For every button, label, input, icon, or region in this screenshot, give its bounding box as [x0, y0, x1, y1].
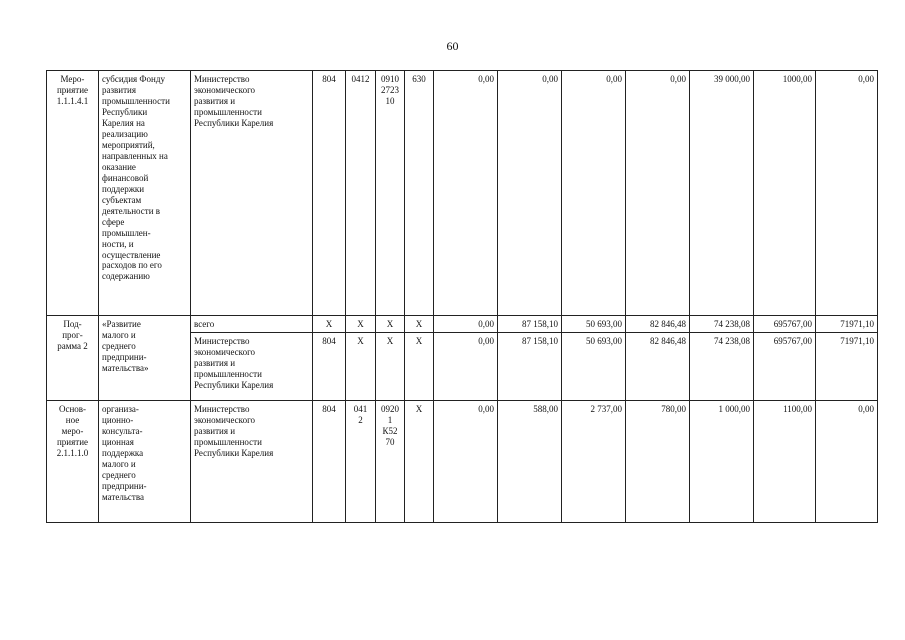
rzpr-cell [346, 401, 376, 523]
cell-text-line: осуществление [102, 249, 161, 260]
cell-text-line: среднего [102, 340, 136, 351]
cell-text-line: 041 [353, 404, 368, 414]
cell-text-line: 0910 [381, 74, 399, 84]
name-cell [99, 401, 191, 523]
cell-text-line: содержанию [102, 271, 150, 282]
cell-text-line: Меро- [60, 74, 85, 84]
cell-text-line: ционная [102, 436, 134, 447]
value-cell: 1000,00 [754, 71, 816, 316]
cell-text-line: 1.1.1.4.1 [56, 95, 89, 106]
value-cell: 1100,00 [754, 401, 816, 523]
executor-cell [191, 71, 313, 316]
cell-text-line: Министерство [194, 336, 250, 346]
cell-text-line: экономического [194, 84, 256, 95]
cell-text-line: Республики Карелия [194, 447, 274, 458]
status-cell [47, 316, 99, 401]
cell-text-line: оказание [102, 161, 136, 172]
cell-text-line: «Развитие [102, 319, 141, 329]
value-cell: 0,00 [562, 71, 626, 316]
csr-cell: X [376, 333, 405, 401]
value-cell: 0,00 [434, 333, 498, 401]
value-cell: 82 846,48 [626, 316, 690, 333]
cell-text-line: расходов по его [102, 260, 162, 271]
budget-table [46, 70, 878, 523]
rzpr-cell [346, 71, 376, 316]
cell-text-line: ционно- [102, 414, 134, 425]
cell-text-line: Республики Карелия [194, 379, 274, 390]
cell-text-line: мательства» [102, 362, 149, 373]
vr-cell: X [405, 333, 434, 401]
cell-text-line: среднего [102, 469, 136, 480]
value-cell: 87 158,10 [498, 333, 562, 401]
vr-cell: X [405, 401, 434, 523]
cell-text-line: экономического [194, 346, 256, 357]
cell-text-line: приятие [56, 84, 89, 95]
cell-text-line: 70 [385, 436, 395, 447]
cell-text-line: Основ- [58, 404, 87, 414]
page-number: 60 [446, 39, 459, 53]
table-row [47, 316, 878, 333]
cell-text-line: 2 [358, 414, 363, 425]
value-cell: 780,00 [626, 401, 690, 523]
cell-text-line: мательства [102, 491, 144, 502]
value-cell: 50 693,00 [562, 333, 626, 401]
cell-text-line: Министерство [194, 74, 250, 84]
cell-text-line: промышленности [194, 368, 262, 379]
cell-text-line: Республики [102, 106, 148, 117]
cell-text-line: ности, и [102, 238, 134, 249]
grbs-cell: 804 [313, 333, 346, 401]
cell-text-line: Карелия на [102, 117, 145, 128]
cell-text-line: субсидия Фонду [102, 74, 165, 84]
cell-text-line: малого и [102, 329, 136, 340]
value-cell: 2 737,00 [562, 401, 626, 523]
executor-cell: всего [191, 316, 313, 333]
cell-text-line: экономического [194, 414, 256, 425]
cell-text-line: промышленности [194, 106, 262, 117]
cell-text-line: реализацию [102, 128, 148, 139]
cell-text-line: предприни- [102, 351, 147, 362]
value-cell: 74 238,08 [690, 333, 754, 401]
cell-text-line: К52 [382, 425, 398, 436]
cell-text-line: направленных на [102, 150, 168, 161]
value-cell: 50 693,00 [562, 316, 626, 333]
value-cell: 39 000,00 [690, 71, 754, 316]
value-cell: 0,00 [434, 401, 498, 523]
cell-text-line: рамма 2 [57, 340, 88, 351]
rzpr-cell: X [346, 333, 376, 401]
value-cell: 695767,00 [754, 316, 816, 333]
value-cell: 71971,10 [816, 333, 878, 401]
cell-text-line: поддержки [102, 183, 145, 194]
grbs-cell: 804 [313, 71, 346, 316]
cell-text-line: меро- [61, 425, 84, 436]
vr-cell: X [405, 316, 434, 333]
cell-text-line: приятие [56, 436, 89, 447]
name-cell [99, 316, 191, 401]
cell-text-line: малого и [102, 458, 136, 469]
cell-text-line: 10 [385, 95, 395, 106]
value-cell: 0,00 [626, 71, 690, 316]
cell-text-line: промышленности [102, 95, 170, 106]
value-cell: 695767,00 [754, 333, 816, 401]
executor-cell [191, 333, 313, 401]
cell-text-line: субъектам [102, 194, 142, 205]
status-cell [47, 401, 99, 523]
csr-cell [376, 401, 405, 523]
value-cell: 87 158,10 [498, 316, 562, 333]
cell-text-line: Республики Карелия [194, 117, 274, 128]
vr-cell: 630 [405, 71, 434, 316]
table-row [47, 71, 878, 316]
cell-text-line: мероприятий, [102, 139, 155, 150]
cell-text-line: предприни- [102, 480, 147, 491]
value-cell: 0,00 [816, 401, 878, 523]
cell-text-line: деятельности в [102, 205, 161, 216]
cell-text-line: промышлен- [102, 227, 151, 238]
cell-text-line: развития [102, 84, 137, 95]
value-cell: 0,00 [498, 71, 562, 316]
cell-text-line: развития и [194, 425, 236, 436]
executor-cell [191, 401, 313, 523]
status-cell [47, 71, 99, 316]
csr-cell [376, 71, 405, 316]
cell-text-line: развития и [194, 95, 236, 106]
value-cell: 82 846,48 [626, 333, 690, 401]
name-cell [99, 71, 191, 316]
cell-text-line: 1 [387, 414, 393, 425]
cell-text-line: сфере [102, 216, 125, 227]
cell-text-line: 2.1.1.1.0 [56, 447, 89, 458]
cell-text-line: консульта- [102, 425, 143, 436]
grbs-cell: 804 [313, 401, 346, 523]
value-cell: 71971,10 [816, 316, 878, 333]
cell-text-line: 2723 [381, 84, 399, 95]
rzpr-cell: X [346, 316, 376, 333]
value-cell: 0,00 [434, 71, 498, 316]
cell-text-line: ное [65, 414, 80, 425]
value-cell: 588,00 [498, 401, 562, 523]
cell-text-line: 0412 [351, 74, 370, 84]
cell-text-line: Под- [63, 319, 82, 329]
cell-text-line: 0920 [381, 404, 399, 414]
table-row [47, 401, 878, 523]
grbs-cell: X [313, 316, 346, 333]
cell-text-line: прог- [62, 329, 83, 340]
cell-text-line: развития и [194, 357, 236, 368]
value-cell: 0,00 [434, 316, 498, 333]
cell-text-line: Министерство [194, 404, 250, 414]
cell-text-line: промышленности [194, 436, 262, 447]
cell-text-line: финансовой [102, 172, 149, 183]
value-cell: 1 000,00 [690, 401, 754, 523]
cell-text-line: поддержка [102, 447, 144, 458]
csr-cell: X [376, 316, 405, 333]
value-cell: 74 238,08 [690, 316, 754, 333]
value-cell: 0,00 [816, 71, 878, 316]
cell-text-line: организа- [102, 404, 139, 414]
